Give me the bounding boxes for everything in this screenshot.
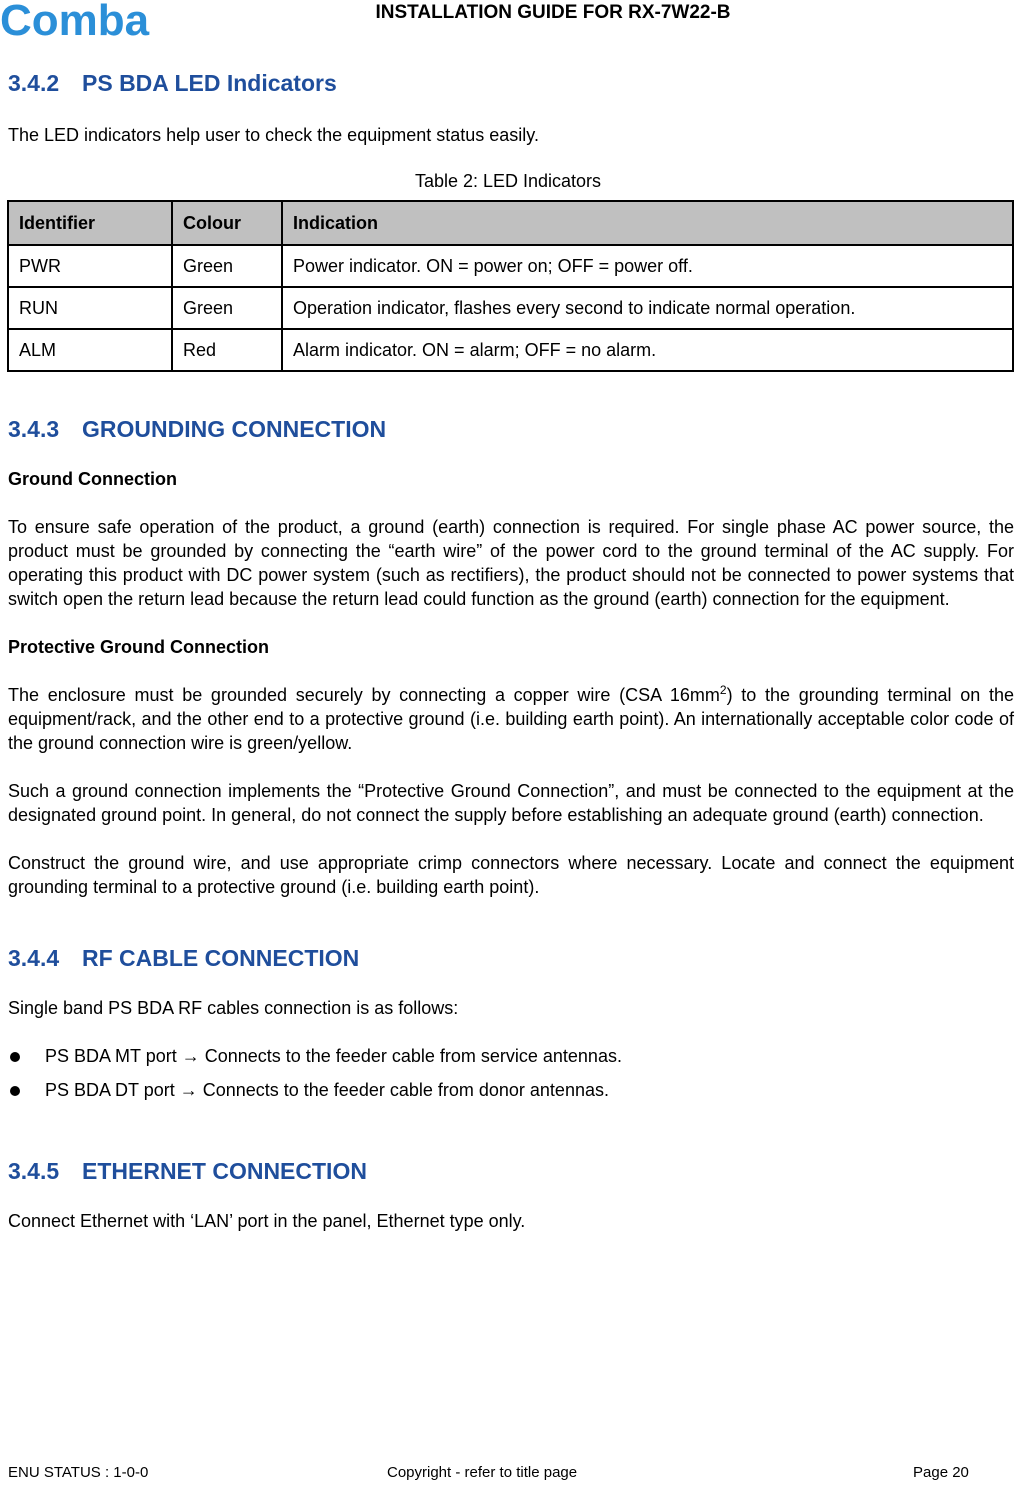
page-header (0, 0, 1016, 44)
section-title: RF CABLE CONNECTION (82, 945, 360, 971)
table-row (8, 245, 1013, 287)
list-item-text: PS BDA MT port → Connects to the feeder cable from service antennas. (45, 1046, 622, 1066)
superscript: 2 (719, 683, 727, 697)
bullet-icon (10, 1052, 20, 1062)
subheading-protective-ground: Protective Ground Connection (8, 637, 270, 657)
section-heading-3-4-3 (8, 416, 1014, 443)
section-heading-3-4-2 (8, 70, 1014, 97)
table-caption: Table 2: LED Indicators (414, 171, 602, 191)
table-row (8, 287, 1013, 329)
svg-text:Comba: Comba (0, 2, 150, 40)
section-number: 3.4.2 (8, 70, 60, 96)
status-text: ENU STATUS : 1-0-0 (8, 1464, 149, 1481)
rf-intro: Single band PS BDA RF cables connection is as follows: (8, 998, 459, 1018)
list-item-text: PS BDA DT port → Connects to the feeder cable from donor antennas. (45, 1080, 609, 1100)
page-number: Page 20 (913, 1464, 969, 1481)
table-cell: RUN (8, 287, 172, 329)
paragraph-text: The enclosure must be grounded securely by connecting a copper wire (CSA 16mm (8, 685, 720, 705)
column-header: Identifier (8, 201, 172, 245)
table-header-row (8, 201, 1013, 245)
led-indicator-table (7, 200, 1014, 372)
bullet-icon (10, 1086, 20, 1096)
table-cell: Green (172, 287, 282, 329)
section-title: GROUNDING CONNECTION (82, 416, 387, 442)
section-title: PS BDA LED Indicators (82, 70, 337, 96)
list-item (8, 1078, 1014, 1102)
table-cell: Red (172, 329, 282, 371)
list-item (8, 1044, 1014, 1068)
table-cell: Operation indicator, flashes every second to indicate normal operation. (282, 287, 1013, 329)
section-heading-3-4-5 (8, 1158, 1014, 1185)
paragraph: To ensure safe operation of the product, a ground (earth) connection is required. For single phase AC power source, the product must be grounded by connecting the “earth wire” of the power cord to the ground terminal of the AC supply. For operating this product with DC power system (such as rectifiers), the product should not be connected to power systems that switch open the return lead because the return lead could function as the ground (earth) connection for the equipment. (8, 517, 1014, 609)
ethernet-paragraph: Connect Ethernet with ‘LAN’ port in the panel, Ethernet type only. (8, 1211, 526, 1231)
column-header: Colour (172, 201, 282, 245)
section-number: 3.4.3 (8, 416, 60, 442)
section-title: ETHERNET CONNECTION (82, 1158, 367, 1184)
subheading-ground-connection: Ground Connection (8, 469, 177, 489)
table-cell: ALM (8, 329, 172, 371)
section-heading-3-4-4 (8, 945, 1014, 972)
section-number: 3.4.5 (8, 1158, 60, 1184)
paragraph: Such a ground connection implements the “Protective Ground Connection”, and must be connected to the equipment at the designated ground point. In general, do not connect the supply before establishing an adequate ground (earth) connection. (8, 781, 1014, 825)
table-cell: PWR (8, 245, 172, 287)
column-header: Indication (282, 201, 1013, 245)
table-row (8, 329, 1013, 371)
copyright-text: Copyright - refer to title page (387, 1464, 578, 1481)
paragraph (8, 683, 1014, 755)
table-cell: Green (172, 245, 282, 287)
paragraph-text: ) to the grounding terminal on the equipment/rack, and the other end to a protective ground (i.e. building earth point). An internationally acceptable color code of the ground connection wire is green/yellow. (8, 685, 1014, 753)
table-cell: Alarm indicator. ON = alarm; OFF = no alarm. (282, 329, 1013, 371)
rf-bullet-list (8, 1044, 1014, 1102)
paragraph: Construct the ground wire, and use appropriate crimp connectors where necessary. Locate and connect the equipment grounding terminal to a protective ground (i.e. building earth point). (8, 853, 1014, 897)
section-number: 3.4.4 (8, 945, 60, 971)
led-intro: The LED indicators help user to check the equipment status easily. (8, 125, 539, 145)
document-title: INSTALLATION GUIDE FOR RX-7W22-B (375, 2, 731, 23)
table-cell: Power indicator. ON = power on; OFF = power off. (282, 245, 1013, 287)
